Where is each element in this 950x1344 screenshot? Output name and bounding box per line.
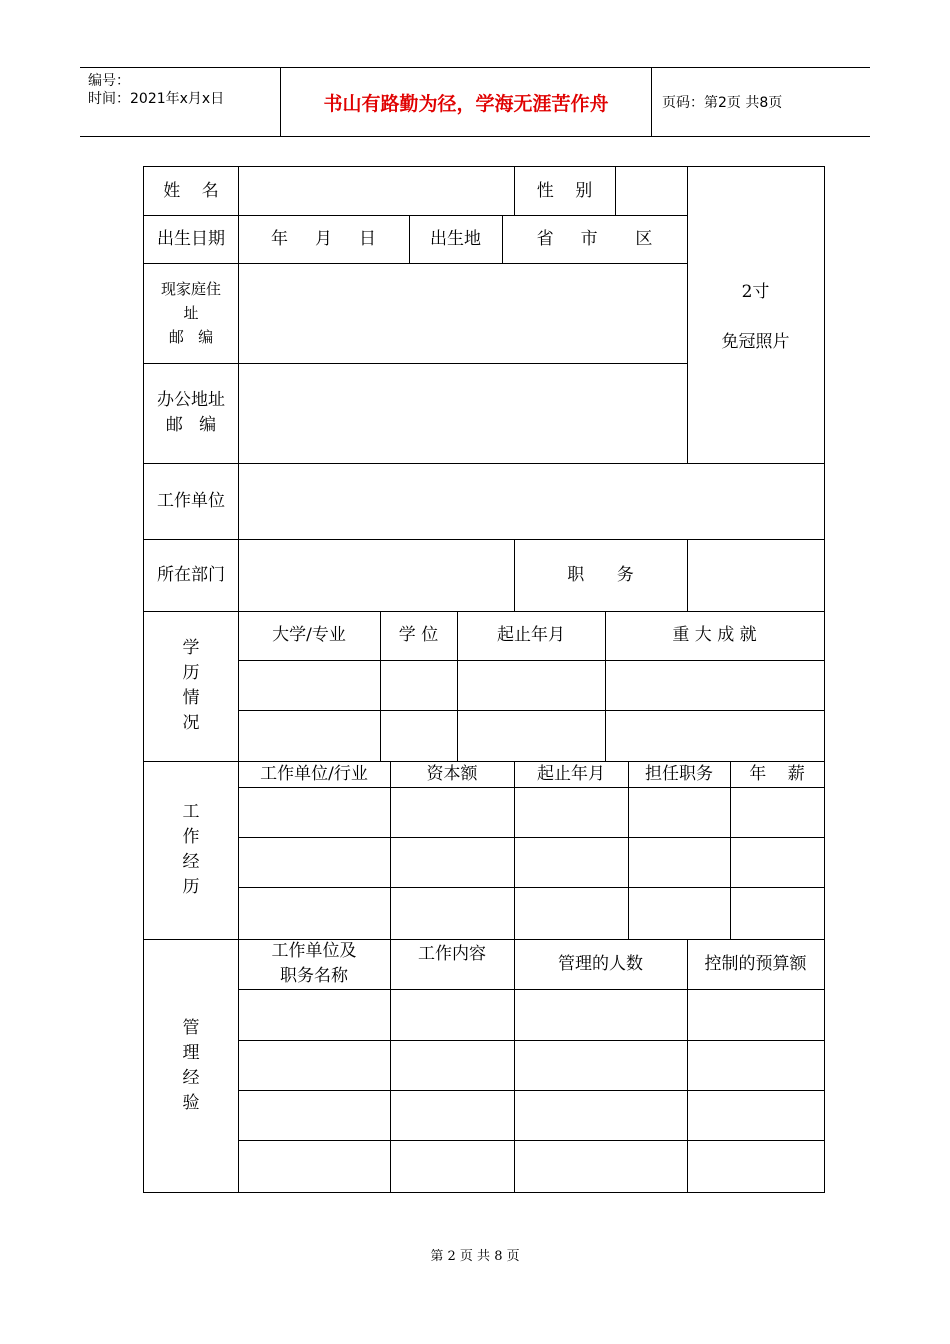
education-header-degree: 学 位 — [398, 625, 439, 645]
position-label: 职 务 — [567, 564, 634, 585]
header-page-info: 页码：第2页 共8页 — [662, 95, 783, 111]
management-section-label: 管 理 经 验 — [182, 1017, 200, 1113]
photo-size: 2寸 — [741, 281, 770, 302]
home-address-label: 现家庭住 址 邮 编 — [160, 280, 221, 346]
office-address-label: 办公地址 邮 编 — [157, 390, 225, 435]
photo-note: 免冠照片 — [721, 331, 790, 352]
col-divider — [687, 167, 688, 463]
page-header — [80, 67, 870, 137]
row-divider — [238, 710, 824, 711]
work-history-section-label: 工 作 经 历 — [182, 802, 200, 897]
row-divider — [144, 539, 824, 540]
col-divider — [238, 167, 239, 1192]
row-divider — [238, 1090, 824, 1091]
col-divider — [730, 761, 731, 939]
department-label: 所在部门 — [157, 564, 225, 585]
resume-form — [143, 166, 825, 1193]
work-header-salary: 年 薪 — [749, 763, 805, 784]
management-header-budget: 控制的预算额 — [704, 953, 807, 974]
col-divider — [628, 761, 629, 939]
management-header-content: 工作内容 — [418, 944, 486, 964]
work-header-employer: 工作单位/行业 — [260, 763, 368, 784]
header-meta — [80, 68, 281, 136]
work-header-position: 担任职务 — [645, 763, 713, 784]
education-header-achievements: 重 大 成 就 — [672, 625, 757, 645]
management-header-headcount: 管理的人数 — [558, 953, 643, 974]
birthplace-units: 省 市 区 — [536, 228, 653, 249]
education-section-label: 学 历 情 况 — [182, 638, 200, 733]
education-header-university: 大学/专业 — [272, 625, 346, 645]
col-divider — [687, 539, 688, 611]
serial-label: 编号： — [88, 73, 130, 89]
birthplace-label: 出生地 — [430, 228, 481, 249]
row-divider — [238, 660, 824, 661]
row-divider — [238, 837, 824, 838]
name-label: 姓 名 — [163, 180, 219, 201]
header-motto: 书山有路勤为径，学海无涯苦作舟 — [281, 68, 652, 136]
time-label: 时间：2021年x月x日 — [88, 91, 225, 107]
row-divider — [144, 463, 824, 464]
gender-label: 性 别 — [536, 180, 593, 201]
row-divider — [238, 1040, 824, 1041]
row-divider — [238, 989, 824, 990]
row-divider — [238, 1140, 824, 1141]
management-header-employer: 工作单位及 职务名称 — [271, 941, 357, 986]
education-header-period: 起止年月 — [497, 625, 565, 645]
row-divider — [238, 787, 824, 788]
row-divider — [238, 887, 824, 888]
col-divider — [615, 167, 616, 215]
birth-date-label: 出生日期 — [157, 228, 225, 249]
work-header-period: 起止年月 — [537, 763, 605, 784]
work-header-capital: 资本额 — [426, 763, 478, 784]
page-footer: 第 2 页 共 8 页 — [430, 1249, 520, 1264]
birth-date-units: 年 月 日 — [270, 228, 377, 249]
employer-label: 工作单位 — [157, 490, 225, 511]
